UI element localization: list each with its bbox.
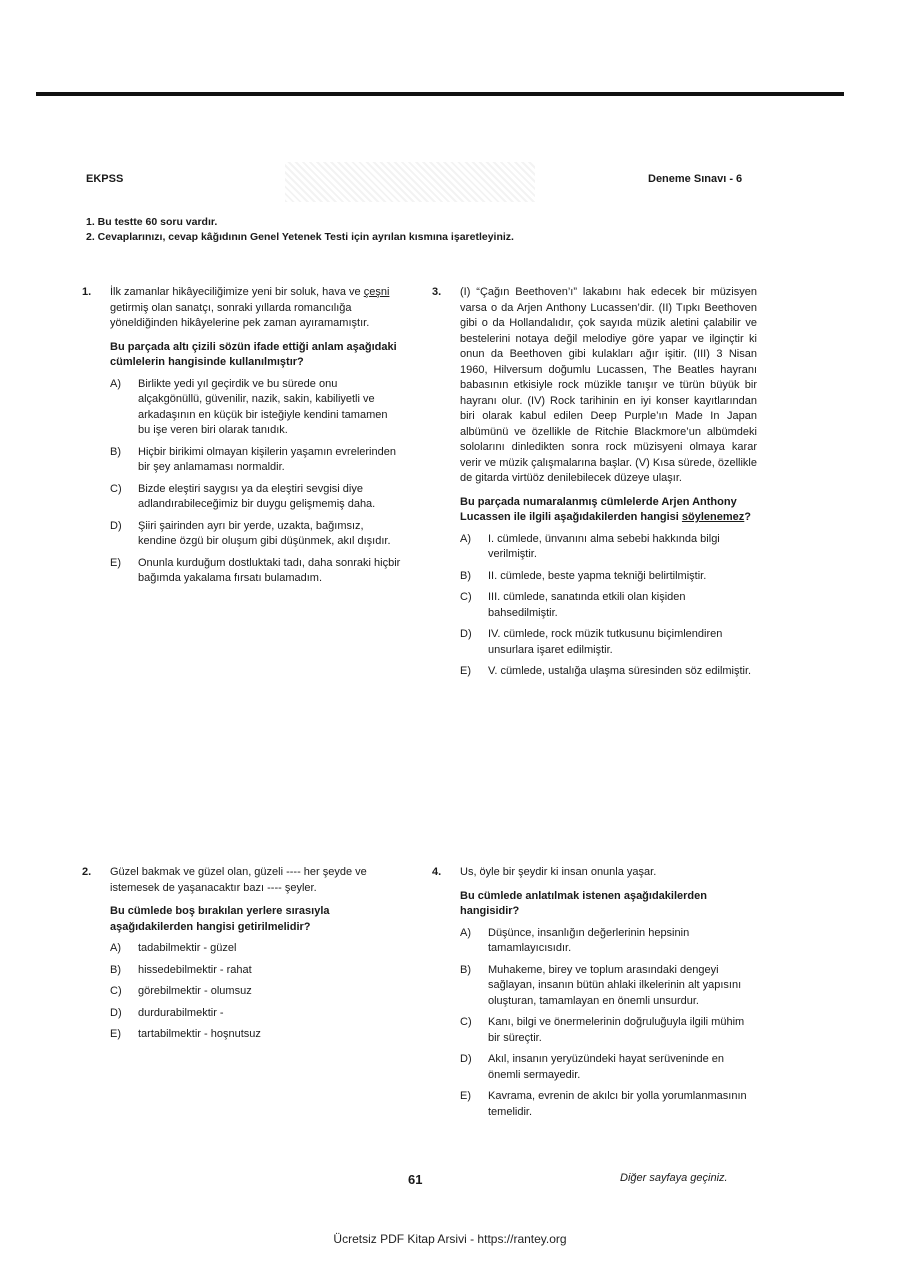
option-e[interactable]: E) tartabilmektir - hoşnutsuz <box>110 1028 261 1040</box>
question-passage: İlk zamanlar hikâyeciliğimize yeni bir soluk, hava ve çeşni getirmiş olan sanatçı, sonraki yıllarda romancılığa yöneldiğinden hikâyelerine pek zaman ayıramamıştır. <box>110 286 390 329</box>
option-b[interactable]: B) Hiçbir birikimi olmayan kişilerin yaşamın evrelerinden bir şey anlamaması normaldir. <box>110 445 396 473</box>
option-c[interactable]: C) görebilmektir - olumsuz <box>110 985 252 997</box>
question-number: 1. <box>82 286 92 298</box>
option-c[interactable]: C) Bizde eleştiri saygısı ya da eleştiri sevgisi diye adlandırabileceğimiz bir duygu gelişmemiş daha. <box>110 482 376 510</box>
underlined-word: söylenemez <box>681 511 745 523</box>
option-d[interactable]: D) durdurabilmektir - <box>110 1006 224 1019</box>
underlined-word: çeşni <box>363 286 390 298</box>
instructions <box>86 215 806 245</box>
option-a[interactable]: A) Birlikte yedi yıl geçirdik ve bu sürede onu alçakgönüllü, güvenilir, nazik, sakin, kabiliyetli ve arkadaşının en küçük bir isteğiyle kendini tamamen bu işe veren biri olarak tanıdık. <box>110 377 388 436</box>
question-stem: Bu parçada altı çizili sözün ifade ettiği anlam aşağıdaki cümlelerin hangisinde kullanılmıştır? <box>110 340 397 368</box>
question-1 <box>82 285 402 593</box>
options-list <box>460 532 757 680</box>
option-d[interactable]: D) IV. cümlede, rock müzik tutkusunu biçimlendiren unsurlara işaret edilmiştir. <box>460 628 723 656</box>
question-stem: Bu parçada numaralanmış cümlelerde Arjen Anthony Lucassen ile ilgili aşağıdakilerden hangisi söylenemez? <box>460 495 752 523</box>
footer-text: Ücretsiz PDF Kitap Arsivi - https://rantey.org <box>333 1232 567 1246</box>
option-b[interactable]: B) II. cümlede, beste yapma tekniği belirtilmiştir. <box>460 569 707 582</box>
option-a[interactable]: A) I. cümlede, ünvanını alma sebebi hakkında bilgi verilmiştir. <box>460 532 720 560</box>
top-rule <box>36 92 844 96</box>
option-b[interactable]: B) hissedebilmektir - rahat <box>110 963 252 976</box>
options-list <box>460 926 757 1121</box>
scan-noise-image <box>285 162 535 202</box>
question-number: 3. <box>432 286 442 298</box>
page-number: 61 <box>408 1172 423 1187</box>
option-e[interactable]: E) Kavrama, evrenin de akılcı bir yolla yorumlanmasının temelidir. <box>460 1090 747 1118</box>
option-e[interactable]: E) V. cümlede, ustalığa ulaşma süresinden söz edilmiştir. <box>460 665 752 677</box>
question-stem: Bu cümlede boş bırakılan yerlere sırasıyla aşağıdakilerden hangisi getirilmelidir? <box>110 905 330 933</box>
next-page-note: Diğer sayfaya geçiniz. <box>620 1172 728 1184</box>
question-2 <box>82 865 402 1049</box>
option-d[interactable]: D) Şiiri şairinden ayrı bir yerde, uzakta, bağımsız, kendine özgü bir oluşum gibi düşünmek, akıl dışıdır. <box>110 519 391 547</box>
question-passage: (I) “Çağın Beethoven’ı” lakabını hak edecek bir müzisyen varsa o da Arjen Anthony Lucassen’dir. (II) Tıpkı Beethoven gibi o da Hollandalıdır, çok sayıda müzik aletini çalabilir ve bestelerini notaya değil melodiye göre yapar ve ilginçtir ki onun da Beethoven gibi kulakları ağır işitir. (III) 3 Nisan 1960, Hilversum doğumlu Lucassen, The Beatles hayranı babasının etkisiyle rock müzikle tanışır ve türün büyük bir hayranı olur. (IV) Rock tarihinin en iyi konser kayıtlarından biri olarak kabul edilen Deep Purple’ın Made In Japan albümünü ve özellikle de Ritchie Blackmore’un albümdeki sololarını dinledikten sonra rock müzisyeni olmaya karar verir ve müzik çalışmalarına başlar. (V) Kısa sürede, özellikle de gitarda virtüöz denilebilecek düzeye ulaşır. <box>460 286 757 484</box>
instruction-item: 2. Cevaplarınızı, cevap kâğıdının Genel Yetenek Testi için ayrılan kısmına işaretleyiniz. <box>86 231 514 243</box>
option-d[interactable]: D) Akıl, insanın yeryüzündeki hayat serüveninde en önemli sermayedir. <box>460 1053 725 1081</box>
option-c[interactable]: C) III. cümlede, sanatında etkili olan kişiden bahsedilmiştir. <box>460 591 686 619</box>
option-b[interactable]: B) Muhakeme, birey ve toplum arasındaki dengeyi sağlayan, insanın bütün ahlaki ilkelerinin alt yapısını oluşturan, tamamlayan en önemli unsurdur. <box>460 963 742 1007</box>
option-a[interactable]: A) Düşünce, insanlığın değerlerinin hepsinin tamamlayıcısıdır. <box>460 926 690 954</box>
exam-title: Deneme Sınavı - 6 <box>648 173 743 185</box>
options-list <box>110 377 402 587</box>
question-number: 4. <box>432 866 442 878</box>
option-c[interactable]: C) Kanı, bilgi ve önermelerinin doğruluğuyla ilgili mühim bir süreçtir. <box>460 1016 745 1044</box>
question-passage: Us, öyle bir şeydir ki insan onunla yaşar. <box>460 866 657 878</box>
question-3 <box>432 285 757 686</box>
question-passage: Güzel bakmak ve güzel olan, güzeli ---- her şeyde ve istemesek de yaşanacaktır bazı ---- şeyler. <box>110 866 367 894</box>
options-list <box>110 941 402 1043</box>
instruction-item: 1. Bu testte 60 soru vardır. <box>86 216 218 228</box>
exam-name: EKPSS <box>86 173 124 185</box>
question-stem: Bu cümlede anlatılmak istenen aşağıdakilerden hangisidir? <box>460 889 707 917</box>
question-number: 2. <box>82 866 92 878</box>
option-e[interactable]: E) Onunla kurduğum dostluktaki tadı, daha sonraki hiçbir bağımda yakalama fırsatı bulamadım. <box>110 556 401 584</box>
question-4 <box>432 865 757 1126</box>
option-a[interactable]: A) tadabilmektir - güzel <box>110 942 237 954</box>
